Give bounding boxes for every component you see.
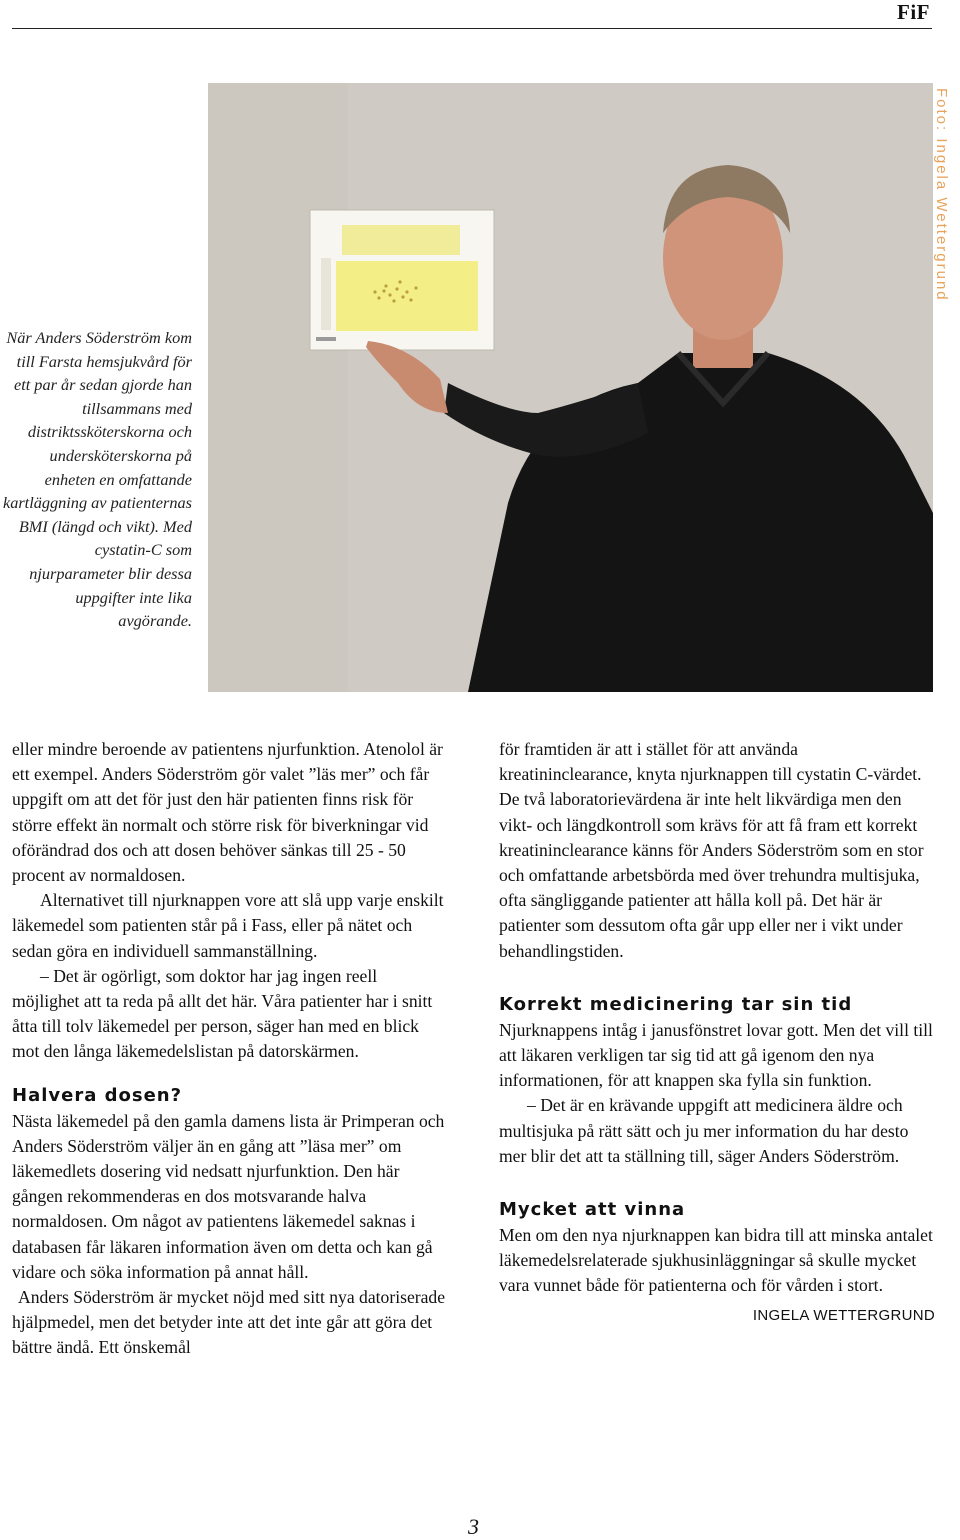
paragraph: eller mindre beroende av patientens njurfunktion. Atenolol är ett exempel. Anders Söderström gör valet ”läs mer” och får uppgift om att det för just den här patienten finns risk för större effekt än normalt och större risk för biverkningar vid oförändrad dos och att dosen behöver sänkas till 25 - 50 procent av normaldosen. [12,739,443,886]
section-heading: Halvera dosen? [12,1084,183,1106]
author-signature: INGELA WETTERGRUND [752,1306,935,1324]
left-column [12,737,448,1361]
paragraph: Alternativet till njurknappen vore att slå upp varje enskilt läkemedel som patienten står på i Fass, eller på nätet och sedan göra en individuell sammanställning. [12,890,444,961]
paragraph: Men om den nya njurknappen kan bidra till att minska antalet läkemedelsrelaterade sjukhusinläggningar så skulle mycket vara vunnet både för patienterna och för vården i stort. [499,1225,933,1296]
paragraph: – Det är ogörligt, som doktor har jag ingen reell möjlighet att ta reda på allt det här. Våra patienter har i snitt åtta till tolv läkemedel per person, säger han med en blick mot den långa läkemedelslistan på datorskärmen. [12,965,433,1062]
photo-illustration [208,83,933,692]
article-photo [208,83,933,692]
header-rule [12,28,932,29]
paragraph: Njurknappens intåg i janusfönstret lovar gott. Men det vill till att läkaren verkligen tar sig tid att gå igenom den nya informationen, för att knappen ska fylla sin funktion. [499,1019,933,1091]
paragraph: Anders Söderström är mycket nöjd med sitt nya datoriserade hjälpmedel, men det betyder inte att det inte går att göra det bättre ändå. Ett önskemål [12,1287,446,1358]
right-column [499,737,935,1328]
wall-poster [310,210,494,350]
paragraph: Nästa läkemedel på den gamla damens lista är Primperan och Anders Söderström väljer än en gång att ”läsa mer” om läkemedlets dosering vid nedsatt njurfunktion. Den här gången rekommenderas en dos motsvarande halva normaldosen. Om något av patientens läkemedel saknas i databasen får läkaren information även om detta och kan gå vidare och söka information på annat håll. [12,1110,445,1282]
publication-label: FiF [897,0,930,24]
paragraph: för framtiden är att i stället för att använda kreatininclearance, knyta njurknappen till cystatin C-värdet. De två laboratorievärdena är inte helt likvärdiga men den vikt- och längdkontroll som krävs för att få fram ett korrekt kreatininclearance känns för Anders Söderström som en stor och omfattande arbetsbörda med över trehundra multisjuka, ofta sängliggande patienter att hålla koll på. Det här är patienter som dessutom ofta går upp eller ner i vikt under behandlingstiden. [499,739,924,961]
photo-caption: När Anders Söderström kom till Farsta hemsjukvård för ett par år sedan gjorde han tillsammans med distriktssköterskorna och undersköterskorna på enheten en omfattande kartläggning av patienternas BMI (längd och vikt). Med cystatin-C som njurparameter blir dessa uppgifter inte lika avgörande. [2,328,192,631]
paragraph: – Det är en krävande uppgift att medicinera äldre och multisjuka på rätt sätt och ju mer information du har desto mer blir det att ta ställning till, säger Anders Söderström. [499,1095,909,1166]
section-heading: Mycket att vinna [499,1199,686,1221]
section-heading: Korrekt medicinering tar sin tid [499,993,853,1015]
photo-credit: Foto: Ingela Wettergrund [933,88,950,302]
page-number: 3 [468,1514,479,1539]
